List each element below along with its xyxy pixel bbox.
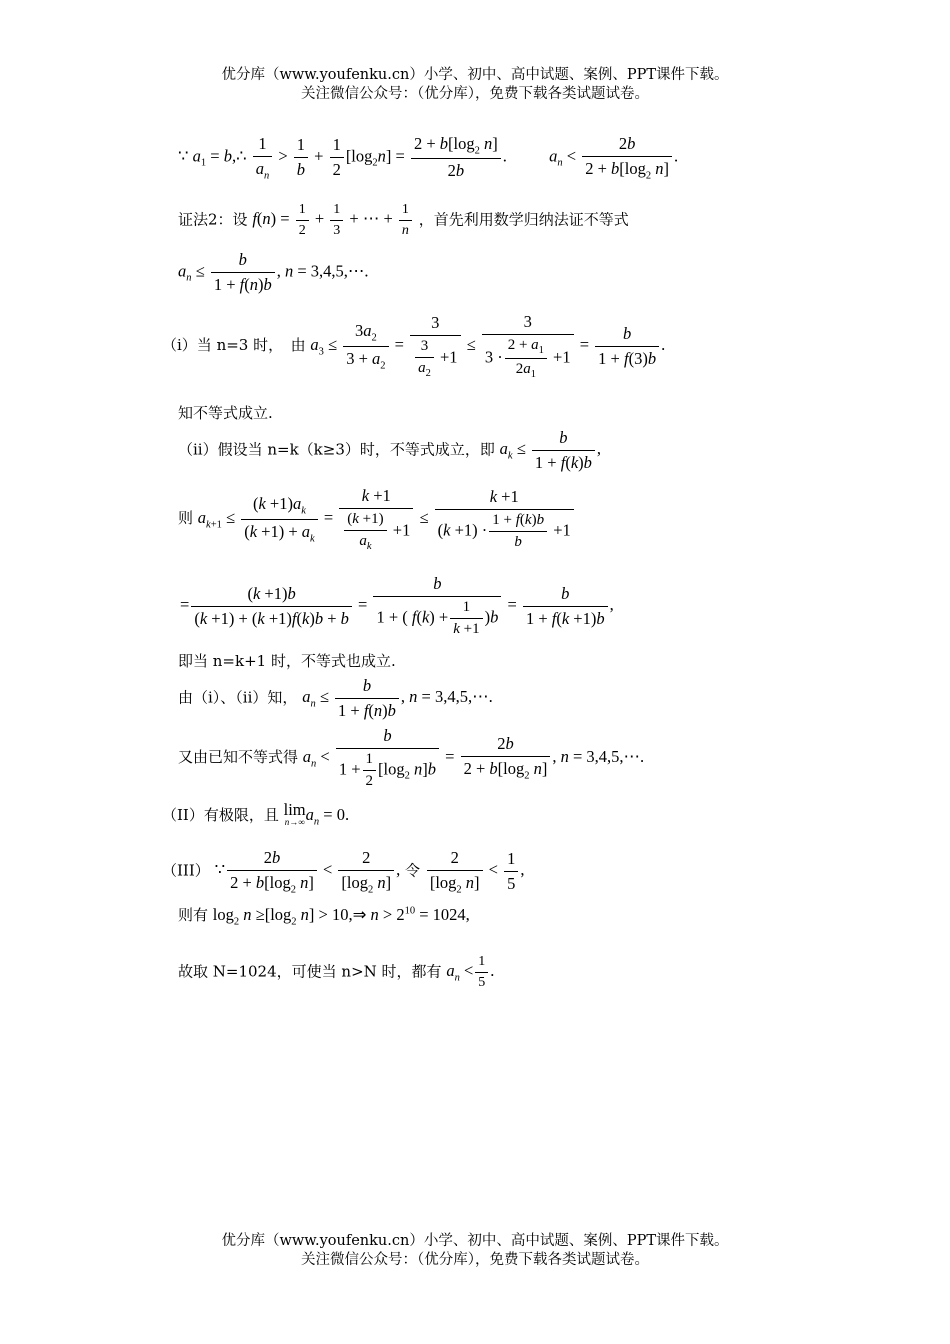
proof2-prefix: 证法2：设 [178,210,248,229]
then-line: 则 $a_{k+1}$ ≤ $\frac{(k +1)a_k}{(k +1) + a_k}$ = k +1 $\frac{(k +1)}{a_k}$ +1 ≤ k +1 (k +1) · $\frac{1 + f(k)b}{b}$ +1 [178,486,576,552]
case-ii-line: （ii）假设当 n=k（k≥3）时，不等式成立，即 $a_k$ ≤ $\frac{b}{1 + f(k)b}$ , [178,428,602,472]
also-from-line: 又由已知不等式得 $a_n$ < b 1 + $\frac{1}{2}$ [$\log_2$ n]b = $\frac{2b}{2 + b[\log_2 n]}$ , n = 3,4,5,⋯. [178,726,645,789]
case-ii-prefix: （ii）假设当 n=k（k≥3）时，不等式成立，即 [178,440,495,459]
part-III-label: （III） [162,861,210,880]
then-label: 则 [178,508,194,527]
page-header [0,66,950,104]
from-i-ii-label: 由（i）、（ii）知， [178,688,298,707]
formula-chain: = $\frac{(k +1)b}{(k +1) + (k +1)f(k)b + b}$ = b 1 + ( f(k) + $\frac{1}{k +1}$ )b = $\frac{b}{1 + f(k +1)b}$ , [180,574,614,637]
footer-line-2: 关注微信公众号：（优分库），免费下载各类试题试卷。 [301,1252,649,1268]
case-i-line: （i）当 n=3 时， 由 $a_3$ ≤ $\frac{3a_2}{3 + a_2}$ = 3 $\frac{3}{a_2}$ +1 ≤ 3 3 · $\frac{2 + a_1}{2a_1}$ +1 = $\frac{b}{1 + f(3)b}$ . [162,312,666,380]
part-II-line: （II）有极限，且 lim n→∞ $a_n = 0$. [162,800,350,828]
header-line-1: 优分库（www.youfenku.cn）小学、初中、高中试题、案例、PPT课件下载。 [221,67,729,83]
case-i-conclusion: 知不等式成立. [178,404,273,422]
part-III-line: （III） ∵ $\frac{2b}{2 + b[\log_2 n]}$ < $\frac{2}{[\log_2 n]}$ , 令 $\frac{2}{[\log_2 n]}$ < $\frac{1}{5}$ , [162,848,525,896]
n-k1-conclusion: 即当 n=k+1 时，不等式也成立. [178,652,396,670]
then-have-label: 则有 [178,906,209,924]
final-text: 故取 N=1024，可使当 n>N 时，都有 [178,962,442,981]
proof2-suffix: ，首先利用数学归纳法证不等式 [418,210,629,229]
case-i-label: （i）当 n=3 时， 由 [162,335,306,354]
let-label: 令 [405,861,421,880]
then-have-line: 则有 $\log_2 n \ge[\log_2$ n] > 10,⇒ $n > 2^{10} = 1024$, [178,905,470,928]
header-line-2: 关注微信公众号：（优分库），免费下载各类试题试卷。 [301,86,649,102]
footer-line-1: 优分库（www.youfenku.cn）小学、初中、高中试题、案例、PPT课件下载。 [221,1233,729,1249]
also-from-label: 又由已知不等式得 [178,747,299,766]
formula-line-a1: ∵ $a_1$ = b,∴ $\frac{1}{a_n}$ > $\frac{1}{b}$ + $\frac{1}{2}$ $[\log_2n]$ = $\frac{2 + b[\log_2 n]}{2b}$ . $a_n$ < $\frac{2b}{2 + b[\log_2 n]}$ . [178,134,679,182]
page-footer [0,1232,950,1270]
formula-inequality-claim: $a_n$ ≤ $\frac{b}{1 + f(n)b}$ , n = 3,4,5,⋯. [178,250,369,294]
part-II-label: （II）有极限，且 [162,806,279,824]
final-line: 故取 N=1024，可使当 n>N 时，都有 $a_n$ < $\frac{1}{5}$ . [178,954,495,990]
from-i-ii-line: 由（i）、（ii）知， $a_n$ ≤ $\frac{b}{1 + f(n)b}$ , n = 3,4,5,⋯. [178,676,493,720]
proof2-line: 证法2：设 f(n) = $\frac{1}{2}$ + $\frac{1}{3}$ + ⋯ + $\frac{1}{n}$ ，首先利用数学归纳法证不等式 [178,202,629,238]
